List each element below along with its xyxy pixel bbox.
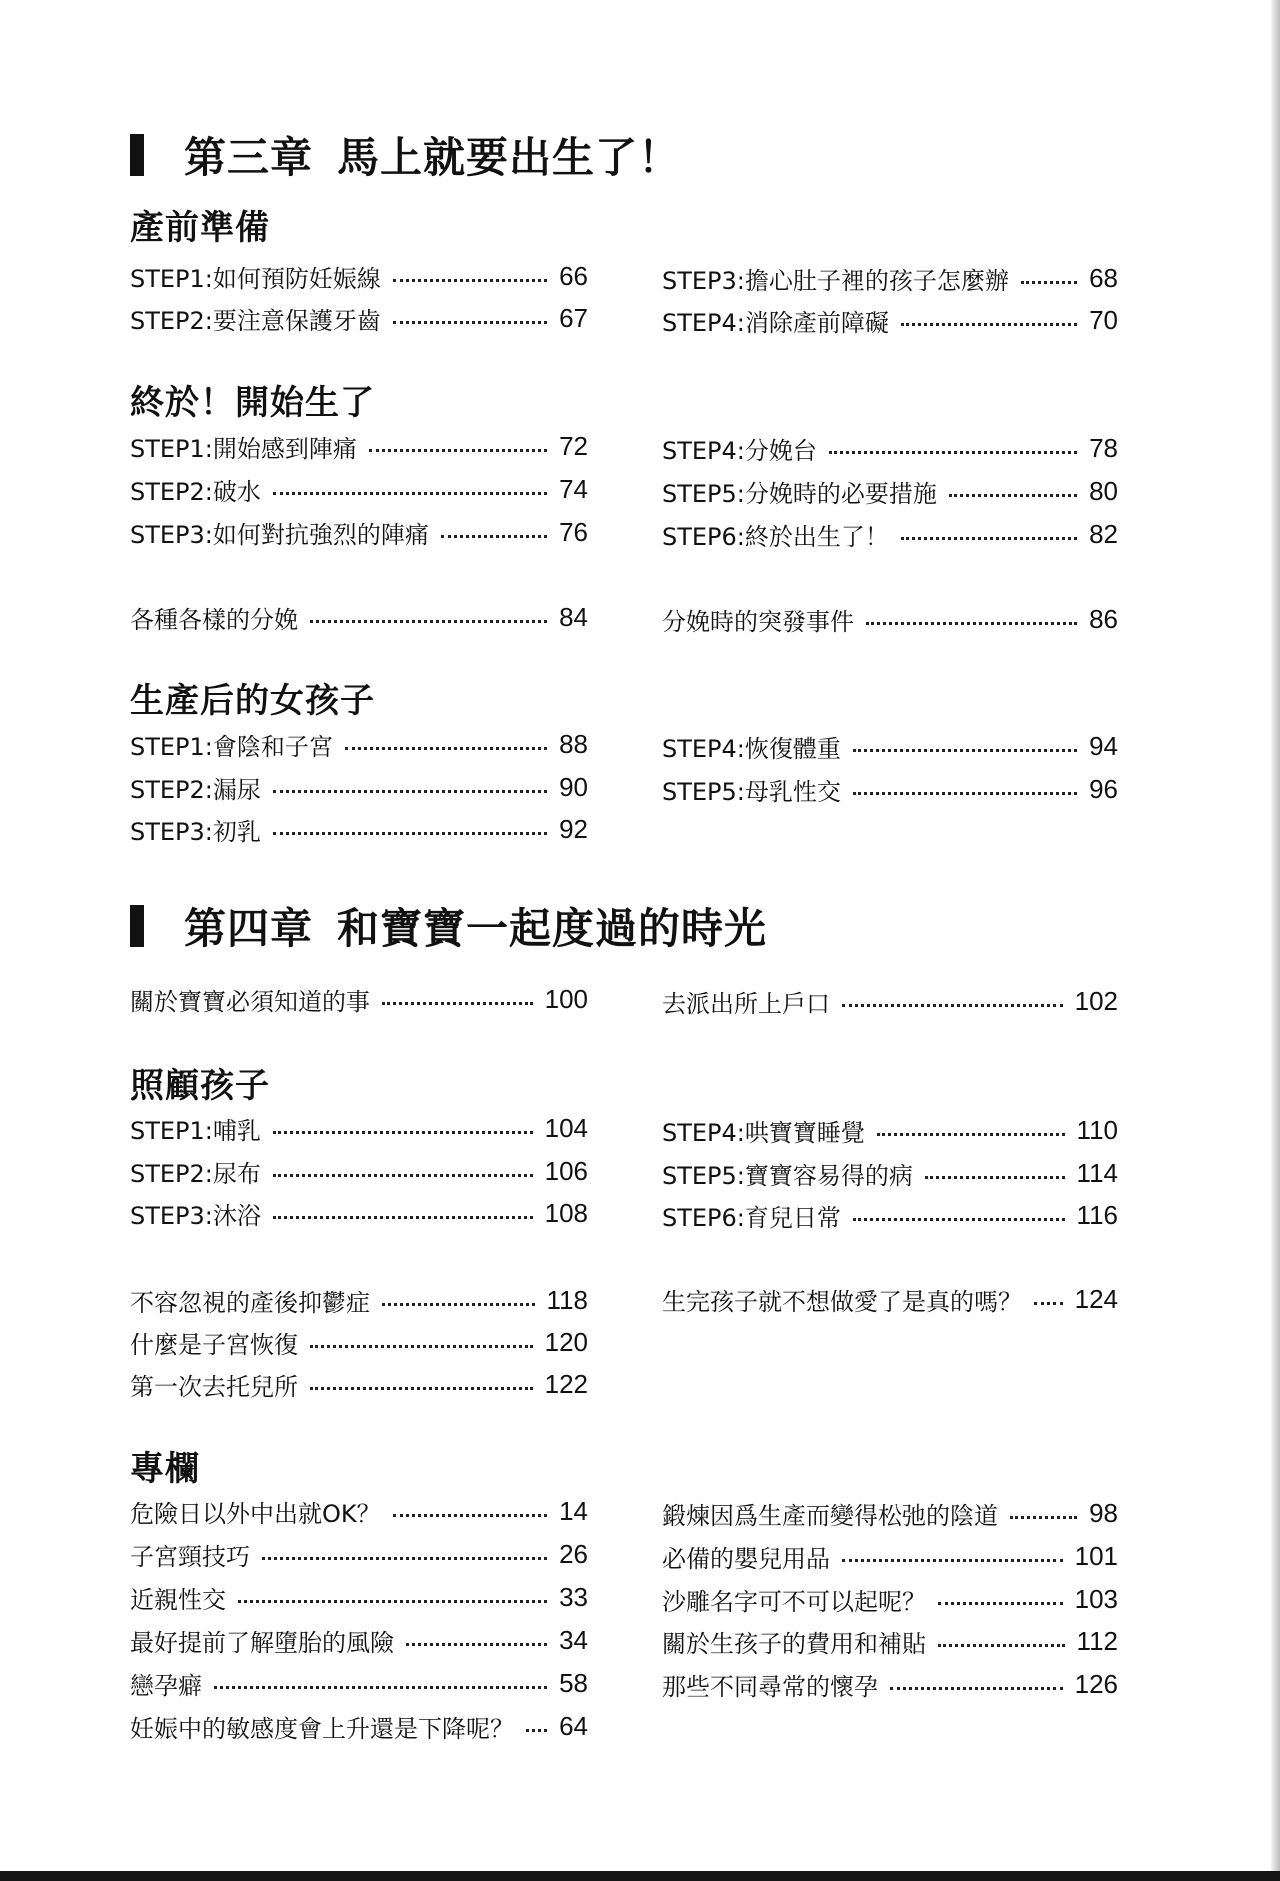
toc-entry[interactable] xyxy=(130,1196,588,1230)
dot-leader xyxy=(393,321,547,324)
toc-entry-label: 第一次去托兒所 xyxy=(130,1372,298,1401)
toc-entry-page: 80 xyxy=(1089,475,1118,506)
toc-entry[interactable] xyxy=(662,602,1118,636)
toc-entry-label: STEP1:如何預防妊娠線 xyxy=(130,264,381,293)
dot-leader xyxy=(829,451,1077,454)
dot-leader xyxy=(406,1643,547,1646)
dot-leader xyxy=(842,1559,1063,1562)
toc-entry-label: STEP5:分娩時的必要措施 xyxy=(662,479,937,508)
dot-leader xyxy=(273,832,547,835)
chapter-3-heading xyxy=(130,125,681,185)
toc-entry-label: 去派出所上戶口 xyxy=(662,989,830,1018)
dot-leader xyxy=(345,747,547,750)
toc-entry-label: 什麼是子宮恢復 xyxy=(130,1330,298,1359)
toc-entry-label: STEP4:恢復體重 xyxy=(662,734,841,763)
toc-entry-label: STEP4:哄寶寶睡覺 xyxy=(662,1118,865,1147)
section-title: 專欄 xyxy=(130,1449,200,1489)
dot-leader xyxy=(901,537,1077,540)
toc-entry-label: STEP4:消除產前障礙 xyxy=(662,308,889,337)
toc-entry-label: 分娩時的突發事件 xyxy=(662,607,854,636)
toc-entry-label: 關於生孩子的費用和補貼 xyxy=(662,1629,926,1658)
toc-entry-page: 86 xyxy=(1089,603,1118,634)
toc-entry-label: STEP2:要注意保護牙齒 xyxy=(130,306,381,335)
toc-entry[interactable] xyxy=(662,431,1118,465)
toc-entry-page: 70 xyxy=(1089,304,1118,335)
toc-entry-label: STEP3:沐浴 xyxy=(130,1201,261,1230)
dot-leader xyxy=(310,1387,533,1390)
toc-entry-page: 64 xyxy=(559,1710,588,1741)
toc-entry[interactable] xyxy=(130,1666,588,1700)
toc-entry-page: 126 xyxy=(1074,1668,1118,1699)
toc-entry[interactable] xyxy=(662,1496,1118,1530)
toc-entry[interactable] xyxy=(130,1580,588,1614)
toc-entry-page: 103 xyxy=(1074,1583,1118,1614)
toc-entry[interactable] xyxy=(130,727,588,761)
section-title: 終於！開始生了 xyxy=(130,383,375,423)
toc-entry-label: 妊娠中的敏感度會上升還是下降呢？ xyxy=(130,1714,514,1743)
toc-entry[interactable] xyxy=(662,474,1118,508)
dot-leader xyxy=(842,1004,1063,1007)
toc-entry[interactable] xyxy=(662,984,1118,1018)
dot-leader xyxy=(925,1176,1065,1179)
toc-entry[interactable] xyxy=(662,303,1118,337)
toc-entry-page: 33 xyxy=(559,1581,588,1612)
dot-leader xyxy=(853,792,1077,795)
toc-entry-label: STEP1:開始感到陣痛 xyxy=(130,434,357,463)
toc-entry-page: 66 xyxy=(559,260,588,291)
toc-entry-label: 子宮頸技巧 xyxy=(130,1542,250,1571)
dot-leader xyxy=(938,1644,1065,1647)
toc-entry-page: 72 xyxy=(559,430,588,461)
toc-entry[interactable] xyxy=(662,1113,1118,1147)
toc-entry-page: 76 xyxy=(559,516,588,547)
chapter-title: 和寶寶一起度過的時光 xyxy=(337,904,768,953)
toc-entry-page: 124 xyxy=(1074,1283,1118,1314)
toc-entry[interactable] xyxy=(130,770,588,804)
toc-entry[interactable] xyxy=(130,982,588,1016)
toc-entry-label: STEP5:寶寶容易得的病 xyxy=(662,1161,913,1190)
dot-leader xyxy=(1010,1516,1077,1519)
dot-leader xyxy=(273,790,547,793)
section-title: 生產后的女孩子 xyxy=(130,681,375,721)
toc-entry[interactable] xyxy=(130,301,588,335)
toc-entry[interactable] xyxy=(662,261,1118,295)
dot-leader xyxy=(866,622,1077,625)
toc-entry-label: STEP3:初乳 xyxy=(130,817,261,846)
toc-entry[interactable] xyxy=(130,1709,588,1743)
toc-entry-page: 112 xyxy=(1076,1625,1118,1656)
dot-leader xyxy=(382,1303,535,1306)
dot-leader xyxy=(890,1687,1063,1690)
toc-entry-label: STEP6:終於出生了！ xyxy=(662,522,889,551)
dot-leader xyxy=(214,1686,547,1689)
toc-entry-page: 84 xyxy=(559,601,588,632)
toc-entry-page: 92 xyxy=(559,813,588,844)
chapter-bar-icon xyxy=(130,905,144,947)
toc-entry-label: STEP2:尿布 xyxy=(130,1159,261,1188)
toc-entry-page: 26 xyxy=(559,1538,588,1569)
toc-entry[interactable] xyxy=(130,259,588,293)
toc-entry[interactable] xyxy=(662,1156,1118,1190)
dot-leader xyxy=(369,449,547,452)
toc-entry-label: 不容忽視的產後抑鬱症 xyxy=(130,1288,370,1317)
dot-leader xyxy=(273,1174,533,1177)
toc-entry[interactable] xyxy=(662,1198,1118,1232)
toc-entry-page: 94 xyxy=(1089,730,1118,761)
dot-leader xyxy=(853,749,1077,752)
toc-entry-label: 生完孩子就不想做愛了是真的嗎？ xyxy=(662,1287,1022,1316)
toc-entry-label: STEP3:如何對抗強烈的陣痛 xyxy=(130,520,429,549)
toc-entry[interactable] xyxy=(662,729,1118,763)
toc-entry[interactable] xyxy=(130,1325,588,1359)
toc-entry-page: 104 xyxy=(544,1112,588,1143)
dot-leader xyxy=(393,1514,547,1517)
section-title: 照顧孩子 xyxy=(130,1066,270,1106)
toc-entry-label: STEP6:育兒日常 xyxy=(662,1203,841,1232)
toc-entry-label: 各種各樣的分娩 xyxy=(130,605,298,634)
toc-entry[interactable] xyxy=(662,1624,1118,1658)
toc-entry-page: 96 xyxy=(1089,773,1118,804)
dot-leader xyxy=(393,279,547,282)
dot-leader xyxy=(262,1557,547,1560)
toc-entry-page: 68 xyxy=(1089,262,1118,293)
chapter-title: 馬上就要出生了！ xyxy=(337,133,682,182)
toc-entry-label: STEP2:破水 xyxy=(130,477,261,506)
toc-entry[interactable] xyxy=(130,515,588,549)
toc-entry-page: 74 xyxy=(559,473,588,504)
toc-entry[interactable] xyxy=(130,1537,588,1571)
toc-entry-page: 116 xyxy=(1076,1199,1118,1230)
toc-entry-label: 沙雕名字可不可以起呢？ xyxy=(662,1587,926,1616)
toc-entry[interactable] xyxy=(130,429,588,463)
chapter-number: 第三章 xyxy=(184,133,314,182)
toc-entry-page: 120 xyxy=(544,1326,588,1357)
toc-entry-page: 34 xyxy=(559,1624,588,1655)
toc-entry-label: 危險日以外中出就OK？ xyxy=(130,1499,381,1528)
toc-entry-page: 102 xyxy=(1074,985,1118,1016)
toc-entry-page: 100 xyxy=(544,983,588,1014)
toc-entry-page: 114 xyxy=(1076,1157,1118,1188)
dot-leader xyxy=(938,1602,1063,1605)
dot-leader xyxy=(1021,281,1077,284)
chapter-bar-icon xyxy=(130,134,144,176)
section-title: 產前準備 xyxy=(130,208,270,248)
toc-entry-page: 14 xyxy=(559,1495,588,1526)
toc-entry-page: 67 xyxy=(559,302,588,333)
dot-leader xyxy=(238,1600,547,1603)
toc-entry[interactable] xyxy=(662,517,1118,551)
toc-entry-label: 戀孕癖 xyxy=(130,1671,202,1700)
toc-entry-label: STEP3:擔心肚子裡的孩子怎麼辦 xyxy=(662,266,1009,295)
toc-entry-label: 近親性交 xyxy=(130,1585,226,1614)
toc-entry-page: 106 xyxy=(544,1155,588,1186)
toc-entry[interactable] xyxy=(130,1283,588,1317)
toc-entry-label: 關於寶寶必須知道的事 xyxy=(130,987,370,1016)
toc-entry-page: 98 xyxy=(1089,1497,1118,1528)
toc-entry[interactable] xyxy=(662,1667,1118,1701)
dot-leader xyxy=(853,1218,1065,1221)
toc-entry[interactable] xyxy=(662,1582,1118,1616)
page-edge-right xyxy=(1271,0,1280,1881)
toc-entry[interactable] xyxy=(130,812,588,846)
toc-entry-label: STEP5:母乳性交 xyxy=(662,777,841,806)
toc-entry[interactable] xyxy=(130,1367,588,1401)
toc-entry-page: 82 xyxy=(1089,518,1118,549)
toc-entry-label: 最好提前了解墮胎的風險 xyxy=(130,1628,394,1657)
toc-entry-page: 88 xyxy=(559,728,588,759)
toc-entry-page: 58 xyxy=(559,1667,588,1698)
toc-entry[interactable] xyxy=(662,1539,1118,1573)
dot-leader xyxy=(526,1729,547,1732)
toc-entry-label: STEP4:分娩台 xyxy=(662,436,817,465)
toc-entry[interactable] xyxy=(130,1111,588,1145)
dot-leader xyxy=(273,1131,533,1134)
dot-leader xyxy=(1034,1302,1063,1305)
toc-entry-label: STEP1:會陰和子宮 xyxy=(130,732,333,761)
toc-entry[interactable] xyxy=(130,472,588,506)
toc-entry-label: STEP1:哺乳 xyxy=(130,1116,261,1145)
toc-entry-label: 必備的嬰兒用品 xyxy=(662,1544,830,1573)
toc-entry-label: 鍛煉因爲生產而變得松弛的陰道 xyxy=(662,1501,998,1530)
dot-leader xyxy=(273,1216,533,1219)
toc-entry-page: 118 xyxy=(546,1284,588,1315)
dot-leader xyxy=(310,620,547,623)
toc-entry[interactable] xyxy=(130,600,588,634)
page-edge-bottom xyxy=(0,1871,1280,1881)
toc-entry-label: 那些不同尋常的懷孕 xyxy=(662,1672,878,1701)
chapter-number: 第四章 xyxy=(184,904,314,953)
toc-entry[interactable] xyxy=(662,772,1118,806)
toc-entry-page: 90 xyxy=(559,771,588,802)
toc-entry[interactable] xyxy=(130,1494,588,1528)
dot-leader xyxy=(949,494,1077,497)
toc-entry-page: 101 xyxy=(1074,1540,1118,1571)
chapter-4-heading xyxy=(130,896,767,956)
dot-leader xyxy=(877,1133,1065,1136)
toc-entry-page: 122 xyxy=(544,1368,588,1399)
dot-leader xyxy=(310,1345,533,1348)
toc-entry[interactable] xyxy=(130,1623,588,1657)
toc-entry[interactable] xyxy=(130,1154,588,1188)
toc-entry-page: 110 xyxy=(1076,1114,1118,1145)
toc-entry-label: STEP2:漏尿 xyxy=(130,775,261,804)
toc-entry-page: 78 xyxy=(1089,432,1118,463)
dot-leader xyxy=(273,492,547,495)
dot-leader xyxy=(441,535,547,538)
dot-leader xyxy=(901,323,1077,326)
dot-leader xyxy=(382,1002,533,1005)
toc-entry[interactable] xyxy=(662,1282,1118,1316)
toc-entry-page: 108 xyxy=(544,1197,588,1228)
